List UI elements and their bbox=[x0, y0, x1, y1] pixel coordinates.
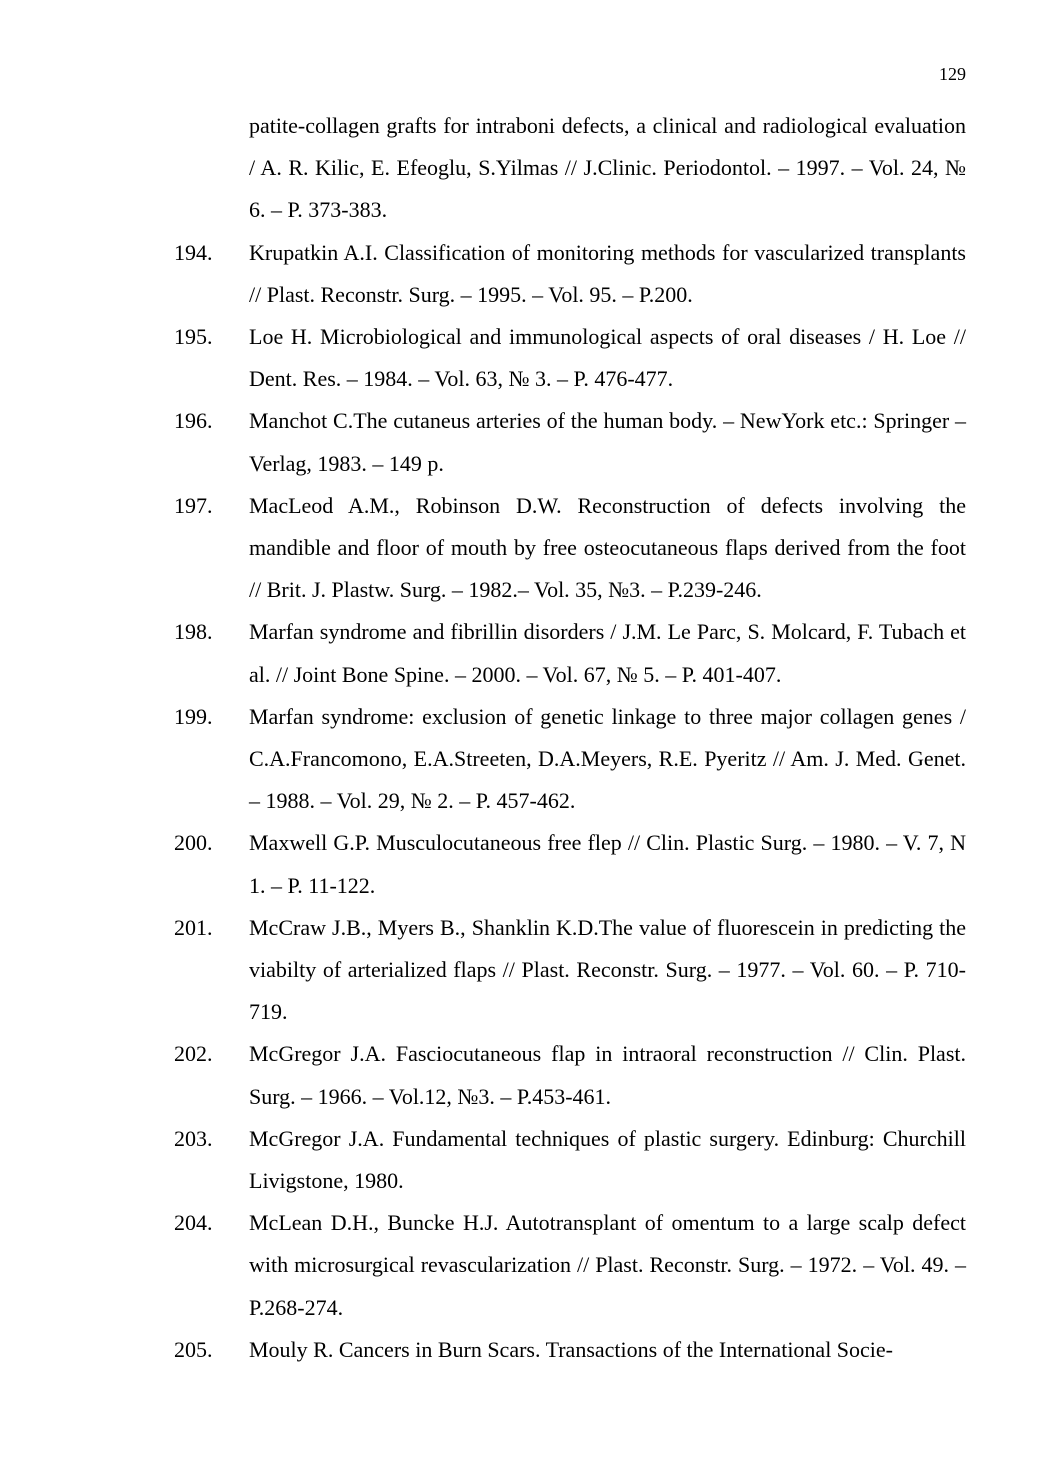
reference-item bbox=[0, 907, 1039, 1034]
reference-text: MacLeod A.M., Robinson D.W. Reconstruction of defects involving the mandible and floor of mouth by free osteocutaneous flaps derived from the foot // Brit. J. Plastw. Surg. – 1982.– Vol. 35, №3. – P.239-246. bbox=[249, 492, 966, 603]
reference-text: Maxwell G.P. Musculocutaneous free flep // Clin. Plastic Surg. – 1980. – V. 7, N 1. – P. 11-122. bbox=[249, 830, 966, 898]
reference-number: 200. bbox=[174, 830, 213, 856]
reference-list bbox=[0, 105, 1039, 1371]
reference-item bbox=[0, 611, 1039, 695]
reference-item bbox=[0, 822, 1039, 906]
reference-number: 205. bbox=[174, 1336, 213, 1362]
reference-item bbox=[0, 232, 1039, 316]
reference-text: McLean D.H., Buncke H.J. Autotransplant of omentum to a large scalp defect with microsurgical revascularization // Plast. Reconstr. Surg. – 1972. – Vol. 49. – P.268-274. bbox=[249, 1210, 966, 1320]
reference-item bbox=[0, 316, 1039, 400]
reference-number: 197. bbox=[174, 492, 213, 518]
reference-text: Marfan syndrome and fibrillin disorders / J.M. Le Parc, S. Molcard, F. Tubach et al. // Joint Bone Spine. – 2000. – Vol. 67, № 5. – P. 401-407. bbox=[249, 619, 966, 687]
reference-item bbox=[0, 1118, 1039, 1202]
reference-number: 202. bbox=[174, 1041, 213, 1067]
reference-text: McGregor J.A. Fundamental techniques of plastic surgery. Edinburg: Churchill Livigstone, 1980. bbox=[249, 1125, 966, 1194]
reference-text: McGregor J.A. Fasciocutaneous flap in intraoral reconstruction // Clin. Plast. Surg. – 1966. – Vol.12, №3. – P.453-461. bbox=[249, 1041, 966, 1109]
reference-text: Loe H. Microbiological and immunological aspects of oral diseases / H. Loe // Dent. Res. – 1984. – Vol. 63, № 3. – P. 476-477. bbox=[249, 324, 966, 392]
reference-number: 194. bbox=[174, 239, 213, 265]
reference-item bbox=[0, 105, 1039, 232]
reference-text: Mouly R. Cancers in Burn Scars. Transactions of the International Socie- bbox=[249, 1336, 894, 1362]
reference-text: McCraw J.B., Myers B., Shanklin K.D.The value of fluorescein in predicting the viabilty of arterialized flaps // Plast. Reconstr. Surg. – 1977. – Vol. 60. – P. 710-719. bbox=[249, 914, 966, 1025]
reference-text: Krupatkin A.I. Classification of monitoring methods for vascularized transplants // Plast. Reconstr. Surg. – 1995. – Vol. 95. – P.200. bbox=[249, 239, 966, 307]
reference-item bbox=[0, 1329, 1039, 1371]
reference-item bbox=[0, 485, 1039, 612]
reference-number: 195. bbox=[174, 324, 213, 350]
reference-number: 198. bbox=[174, 619, 213, 645]
page-number: 129 bbox=[939, 64, 966, 84]
reference-text: Marfan syndrome: exclusion of genetic linkage to three major collagen genes / C.A.Francomono, E.A.Streeten, D.A.Meyers, R.E. Pyeritz // Am. J. Med. Genet. – 1988. – Vol. 29, № 2. – P. 457-462. bbox=[249, 703, 966, 814]
reference-item bbox=[0, 1033, 1039, 1117]
reference-item bbox=[0, 696, 1039, 823]
reference-item bbox=[0, 400, 1039, 484]
reference-number: 199. bbox=[174, 703, 213, 729]
reference-number: 201. bbox=[174, 914, 213, 940]
reference-number: 203. bbox=[174, 1125, 213, 1151]
reference-item bbox=[0, 1202, 1039, 1329]
reference-number: 196. bbox=[174, 408, 213, 434]
reference-text: Manchot C.The cutaneus arteries of the human body. – NewYork etc.: Springer – Verlag, 1983. – 149 p. bbox=[249, 408, 966, 476]
reference-number: 204. bbox=[174, 1210, 213, 1236]
reference-text: patite-collagen grafts for intraboni defects, a clinical and radiological evaluation / A. R. Kilic, E. Efeoglu, S.Yilmas // J.Clinic. Periodontol. – 1997. – Vol. 24, № 6. – P. 373-383. bbox=[249, 113, 966, 223]
